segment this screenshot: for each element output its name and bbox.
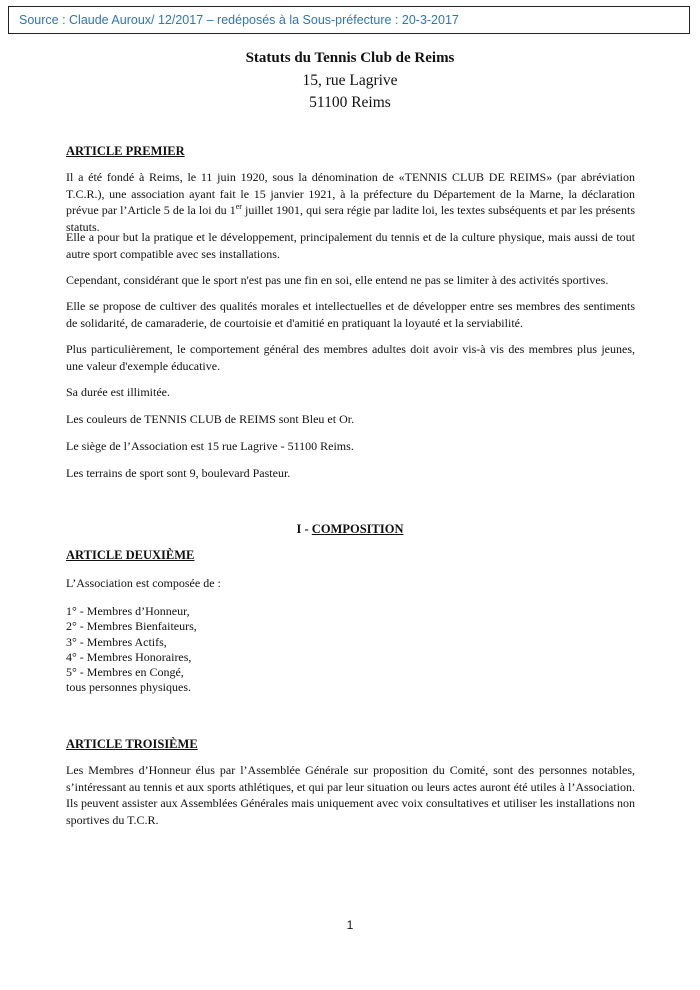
- document-title: Statuts du Tennis Club de Reims: [245, 50, 455, 66]
- member-category-list: [66, 604, 197, 696]
- list-item: 1° - Membres d’Honneur,: [66, 604, 190, 618]
- article-troisieme-paragraph: Les Membres d’Honneur élus par l’Assemblée Générale sur proposition du Comité, sont des personnes notables, s’intéressant au tennis et aux sports athlétiques, et qui par leur situation ou leurs actes auront été utiles à l’Association. Ils peuvent assister aux Assemblées Générales mais uniquement avec voix consultatives et utiliser les installations non sportives du T.C.R.: [66, 763, 635, 827]
- section-title: COMPOSITION: [311, 522, 404, 536]
- paragraph-text: Il a été fondé à Reims, le 11 juin 1920, sous la dénomination de «TENNIS CLUB DE REIMS» (par abréviation T.C.R.), une association ayant fait le 15 janvier 1921, à la préfecture du Département de la Marne, la déclaration prévue par l’Article 5 de la loi du 1: [66, 170, 635, 218]
- article-troisieme-heading: ARTICLE TROISIÈME: [66, 737, 198, 751]
- article-premier-paragraph-1: [66, 169, 635, 235]
- address-street: 15, rue Lagrive: [302, 72, 398, 89]
- article-premier-paragraph-4: Elle se propose de cultiver des qualités morales et intellectuelles et de développer entre ses membres des sentiments de solidarité, de camaraderie, de courtoisie et d'amitié en pratiquant la loyauté et la serviabilité.: [66, 299, 635, 330]
- list-item: 5° - Membres en Congé,: [66, 665, 184, 680]
- superscript-er: er: [235, 202, 242, 212]
- article-deuxieme-heading: ARTICLE DEUXIÈME: [66, 548, 195, 562]
- article-premier-heading: ARTICLE PREMIER: [66, 144, 185, 158]
- article-premier-paragraph-7: Les couleurs de TENNIS CLUB de REIMS sont Bleu et Or.: [66, 412, 355, 426]
- source-box: [8, 6, 690, 34]
- article-premier-paragraph-3: Cependant, considérant que le sport n'est pas une fin en soi, elle entend ne pas se limiter à des activités sportives.: [66, 273, 609, 287]
- article-premier-paragraph-9: Les terrains de sport sont 9, boulevard Pasteur.: [66, 466, 291, 480]
- page-number: 1: [346, 918, 354, 932]
- address-city: 51100 Reims: [309, 94, 391, 111]
- article-premier-paragraph-6: Sa durée est illimitée.: [66, 385, 170, 399]
- article-premier-paragraph-8: Le siège de l’Association est 15 rue Lagrive - 51100 Reims.: [66, 439, 354, 453]
- section-heading-composition: [0, 522, 700, 537]
- section-number: I -: [296, 522, 312, 536]
- article-deuxieme-intro: L’Association est composée de :: [66, 576, 221, 590]
- list-item: 3° - Membres Actifs,: [66, 634, 167, 649]
- list-item: tous personnes physiques.: [66, 680, 191, 695]
- list-item: 4° - Membres Honoraires,: [66, 649, 192, 664]
- article-premier-paragraph-2: Elle a pour but la pratique et le développement, principalement du tennis et de la culture physique, mais aussi de tout autre sport compatible avec ses installations.: [66, 230, 635, 261]
- list-item: 2° - Membres Bienfaiteurs,: [66, 619, 197, 634]
- article-premier-paragraph-5: Plus particulièrement, le comportement général des membres adultes doit avoir vis-à vis des membres plus jeunes, une valeur d'exemple éducative.: [66, 342, 635, 373]
- paragraph-text: juillet 1901, qui sera régie par ladite loi, les textes subséquents et par les présents statuts.: [66, 203, 635, 234]
- source-note: Source : Claude Auroux/ 12/2017 – redéposés à la Sous-préfecture : 20-3-2017: [19, 13, 459, 27]
